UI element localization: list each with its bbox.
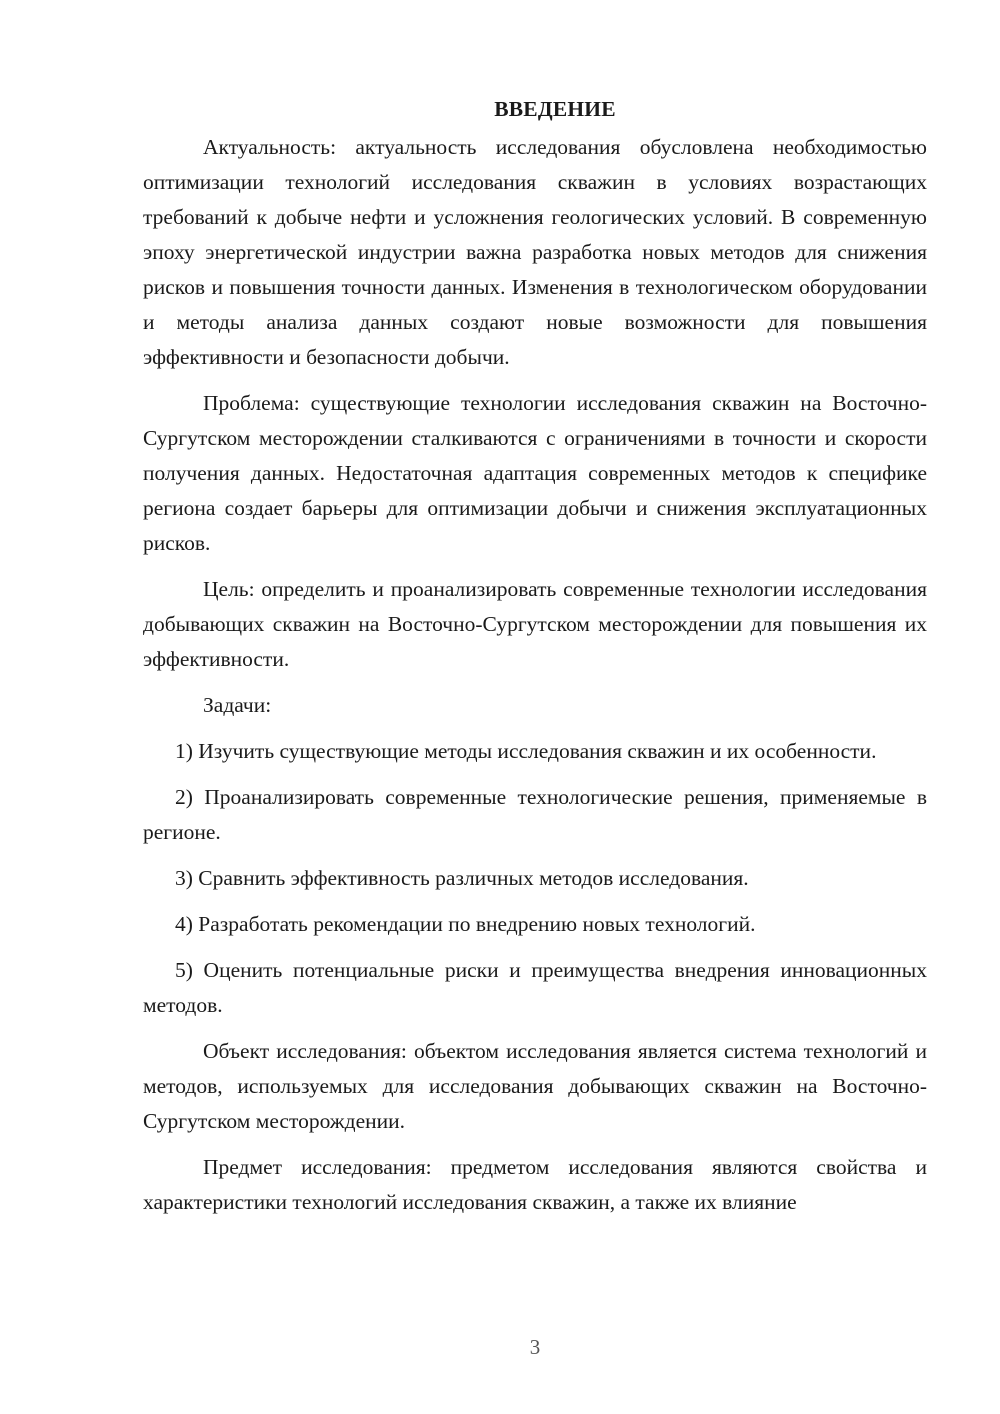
task-item-1: 1) Изучить существующие методы исследования скважин и их особенности. <box>175 739 877 763</box>
paragraph-subject: Предмет исследования: предметом исследования являются свойства и характеристики технологий исследования скважин, а также их влияние <box>143 1155 927 1214</box>
paragraph-object: Объект исследования: объектом исследования является система технологий и методов, используемых для исследования добывающих скважин на Восточно-Сургутском месторождении. <box>143 1039 927 1133</box>
tasks-label: Задачи: <box>203 693 272 717</box>
task-item-2: 2) Проанализировать современные технологические решения, применяемые в регионе. <box>143 785 927 844</box>
page-number: 3 <box>529 1335 541 1359</box>
paragraph-goal: Цель: определить и проанализировать современные технологии исследования добывающих скважин на Восточно-Сургутском месторождении для повышения их эффективности. <box>143 577 927 671</box>
page-content <box>143 92 927 1231</box>
task-item-3: 3) Сравнить эффективность различных методов исследования. <box>175 866 749 890</box>
paragraph-problem: Проблема: существующие технологии исследования скважин на Восточно-Сургутском месторождении сталкиваются с ограничениями в точности и скорости получения данных. Недостаточная адаптация современных методов к специфике региона создает барьеры для оптимизации добычи и снижения эксплуатационных рисков. <box>143 391 927 555</box>
paragraph-relevance: Актуальность: актуальность исследования обусловлена необходимостью оптимизации технологий исследования скважин в условиях возрастающих требований к добыче нефти и усложнения геологических условий. В современную эпоху энергетической индустрии важна разработка новых методов для снижения рисков и повышения точности данных. Изменения в технологическом оборудовании и методы анализа данных создают новые возможности для повышения эффективности и безопасности добычи. <box>143 135 927 369</box>
task-item-5: 5) Оценить потенциальные риски и преимущества внедрения инновационных методов. <box>143 958 927 1017</box>
task-item-4: 4) Разработать рекомендации по внедрению новых технологий. <box>175 912 756 936</box>
section-heading: ВВЕДЕНИЕ <box>494 97 616 121</box>
